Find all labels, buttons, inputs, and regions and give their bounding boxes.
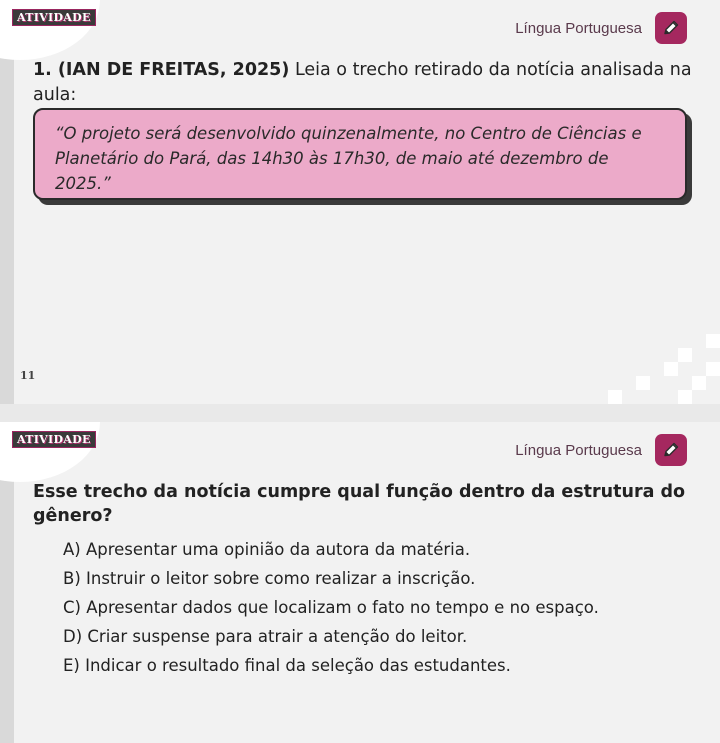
option-b[interactable]: B) Instruir o leitor sobre como realizar a inscrição.: [63, 569, 476, 588]
pencil-icon: [661, 440, 681, 460]
option-d[interactable]: D) Criar suspense para atrair a atenção do leitor.: [63, 627, 468, 646]
option-c[interactable]: C) Apresentar dados que localizam o fato no tempo e no espaço.: [63, 598, 599, 617]
left-shade: [0, 0, 14, 404]
question-text: Leia o trecho retirado da notícia analisada na aula:: [33, 60, 692, 105]
answer-options: [63, 535, 599, 680]
option-a[interactable]: A) Apresentar uma opinião da autora da matéria.: [63, 540, 471, 559]
activity-tag: ATIVIDADE: [12, 431, 96, 448]
question-text: Esse trecho da notícia cumpre qual função dentro da estrutura do gênero?: [33, 482, 686, 526]
slide-2: [0, 422, 720, 743]
pencil-icon: [661, 18, 681, 38]
subject-label: Língua Portuguesa: [515, 20, 642, 37]
edit-button[interactable]: [655, 12, 687, 44]
quote-box: “O projeto será desenvolvido quinzenalmente, no Centro de Ciências e Planetário do Pará, das 14h30 às 17h30, de maio até dezembro de 2025.”: [33, 108, 687, 200]
option-e[interactable]: E) Indicar o resultado final da seleção das estudantes.: [63, 656, 511, 675]
edit-button[interactable]: [655, 434, 687, 466]
pixel-decoration: [570, 334, 720, 404]
activity-tag: ATIVIDADE: [12, 9, 96, 26]
question-title: [33, 58, 693, 108]
question-source: 1. (IAN DE FREITAS, 2025): [33, 60, 290, 80]
subject-label: Língua Portuguesa: [515, 442, 642, 459]
page-number: 11: [20, 369, 36, 382]
